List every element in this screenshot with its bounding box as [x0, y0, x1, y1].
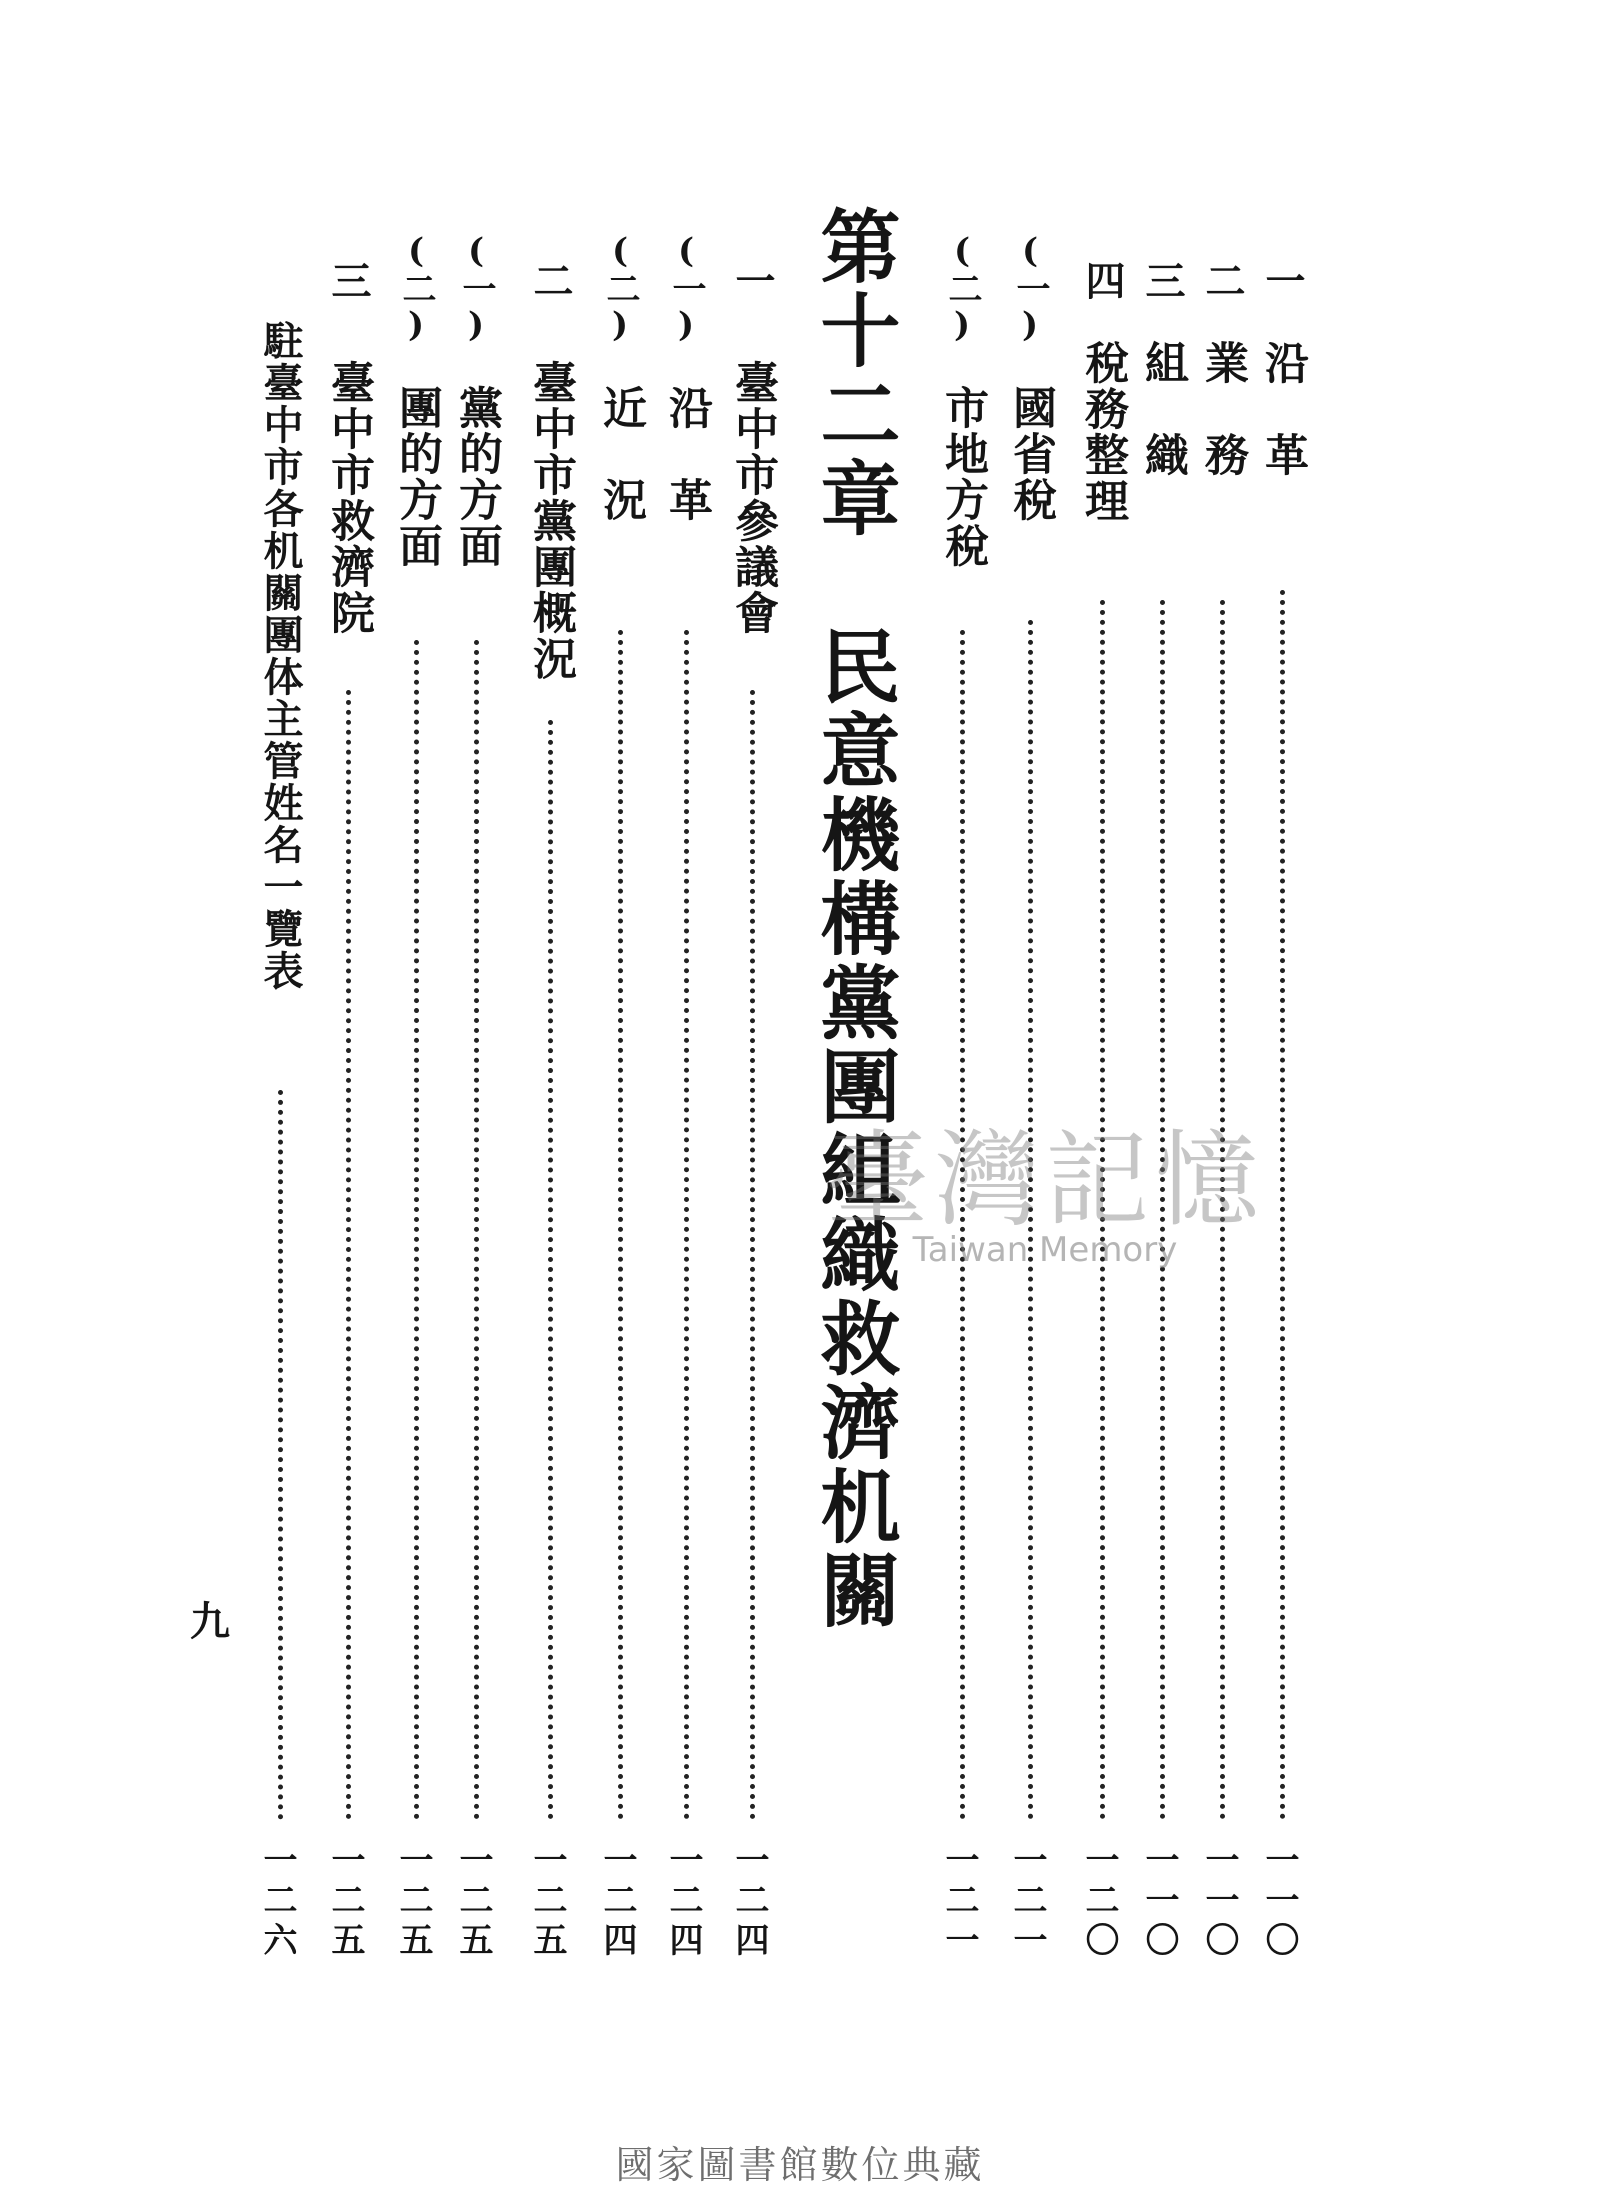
chapter-title: 第十二章 民意機構黨團組織救濟机關 [807, 205, 901, 1633]
entry-title: 近 況 [595, 385, 646, 523]
toc-entry [250, 0, 310, 992]
toc-entry [1000, 0, 1060, 523]
page-number: 一一〇 [1259, 1842, 1299, 1962]
dot-leader [684, 630, 689, 1820]
entry-marker: (二) [942, 231, 982, 345]
page-number: 一二五 [325, 1842, 365, 1962]
entry-marker: 三 [325, 260, 372, 300]
page-number: 一二〇 [1079, 1842, 1119, 1962]
entry-title: 沿 革 [661, 385, 712, 523]
dot-leader [1280, 590, 1285, 1820]
entry-title: 市地方稅 [937, 385, 988, 569]
entry-marker: 四 [1079, 260, 1126, 300]
toc-entry [318, 0, 378, 636]
entry-title: 稅務整理 [1077, 340, 1128, 524]
folio: 九 [190, 1598, 230, 1645]
entry-marker: 三 [1139, 260, 1186, 300]
entry-marker: (二) [396, 231, 436, 345]
toc-entry [1072, 0, 1132, 524]
toc-entry [446, 0, 506, 569]
watermark-en: Taiwan Memory [912, 1230, 1178, 1270]
toc-entry [722, 0, 782, 636]
page-number: 一二四 [597, 1842, 637, 1962]
entry-marker: 一 [1259, 260, 1306, 300]
taiwan-memory-watermark [810, 1120, 1280, 1290]
entry-title: 組 織 [1137, 340, 1188, 478]
watermark-cn: 臺灣記憶 [824, 1119, 1265, 1241]
entry-marker: (一) [456, 231, 496, 345]
dot-leader [474, 640, 479, 1820]
dot-leader [750, 690, 755, 1820]
page-number: 一二四 [729, 1842, 769, 1962]
page-number: 一一〇 [1199, 1842, 1239, 1962]
toc-entry [656, 0, 716, 523]
entry-marker: (二) [600, 231, 640, 345]
page-number: 一二四 [663, 1842, 703, 1962]
entry-title: 沿 革 [1257, 340, 1308, 478]
entry-marker: (一) [1010, 231, 1050, 345]
page-number: 一二六 [257, 1842, 297, 1962]
toc-entry [386, 0, 446, 569]
toc-entry [1132, 0, 1192, 478]
entry-title: 國省稅 [1005, 385, 1056, 523]
entry-marker: 二 [1199, 260, 1246, 300]
library-footer: 國家圖書館數位典藏 [615, 2143, 985, 2187]
toc-entry [932, 0, 992, 569]
dot-leader [278, 1090, 283, 1820]
entry-title: 駐臺中市各机關團体主管姓名一覽表 [257, 320, 304, 992]
page-number: 一一〇 [1139, 1842, 1179, 1962]
entry-title: 黨的方面 [451, 385, 502, 569]
dot-leader [548, 720, 553, 1820]
toc-entry [1192, 0, 1252, 478]
page-number: 一二一 [939, 1842, 979, 1962]
entry-marker: (一) [666, 231, 706, 345]
toc-entry [1252, 0, 1312, 478]
dot-leader [618, 630, 623, 1820]
entry-title: 臺中市黨團概況 [525, 360, 576, 682]
entry-title: 團的方面 [391, 385, 442, 569]
page-number: 一二一 [1007, 1842, 1047, 1962]
entry-marker: 一 [729, 260, 776, 300]
page-number: 一二五 [393, 1842, 433, 1962]
toc-entry [520, 0, 580, 682]
dot-leader [346, 690, 351, 1820]
toc-entry [590, 0, 650, 523]
entry-title: 臺中市救濟院 [323, 360, 374, 636]
entry-title: 臺中市參議會 [727, 360, 778, 636]
entry-marker: 二 [527, 260, 574, 300]
dot-leader [414, 640, 419, 1820]
entry-title: 業 務 [1197, 340, 1248, 478]
page-number: 一二五 [527, 1842, 567, 1962]
page-number: 一二五 [453, 1842, 493, 1962]
